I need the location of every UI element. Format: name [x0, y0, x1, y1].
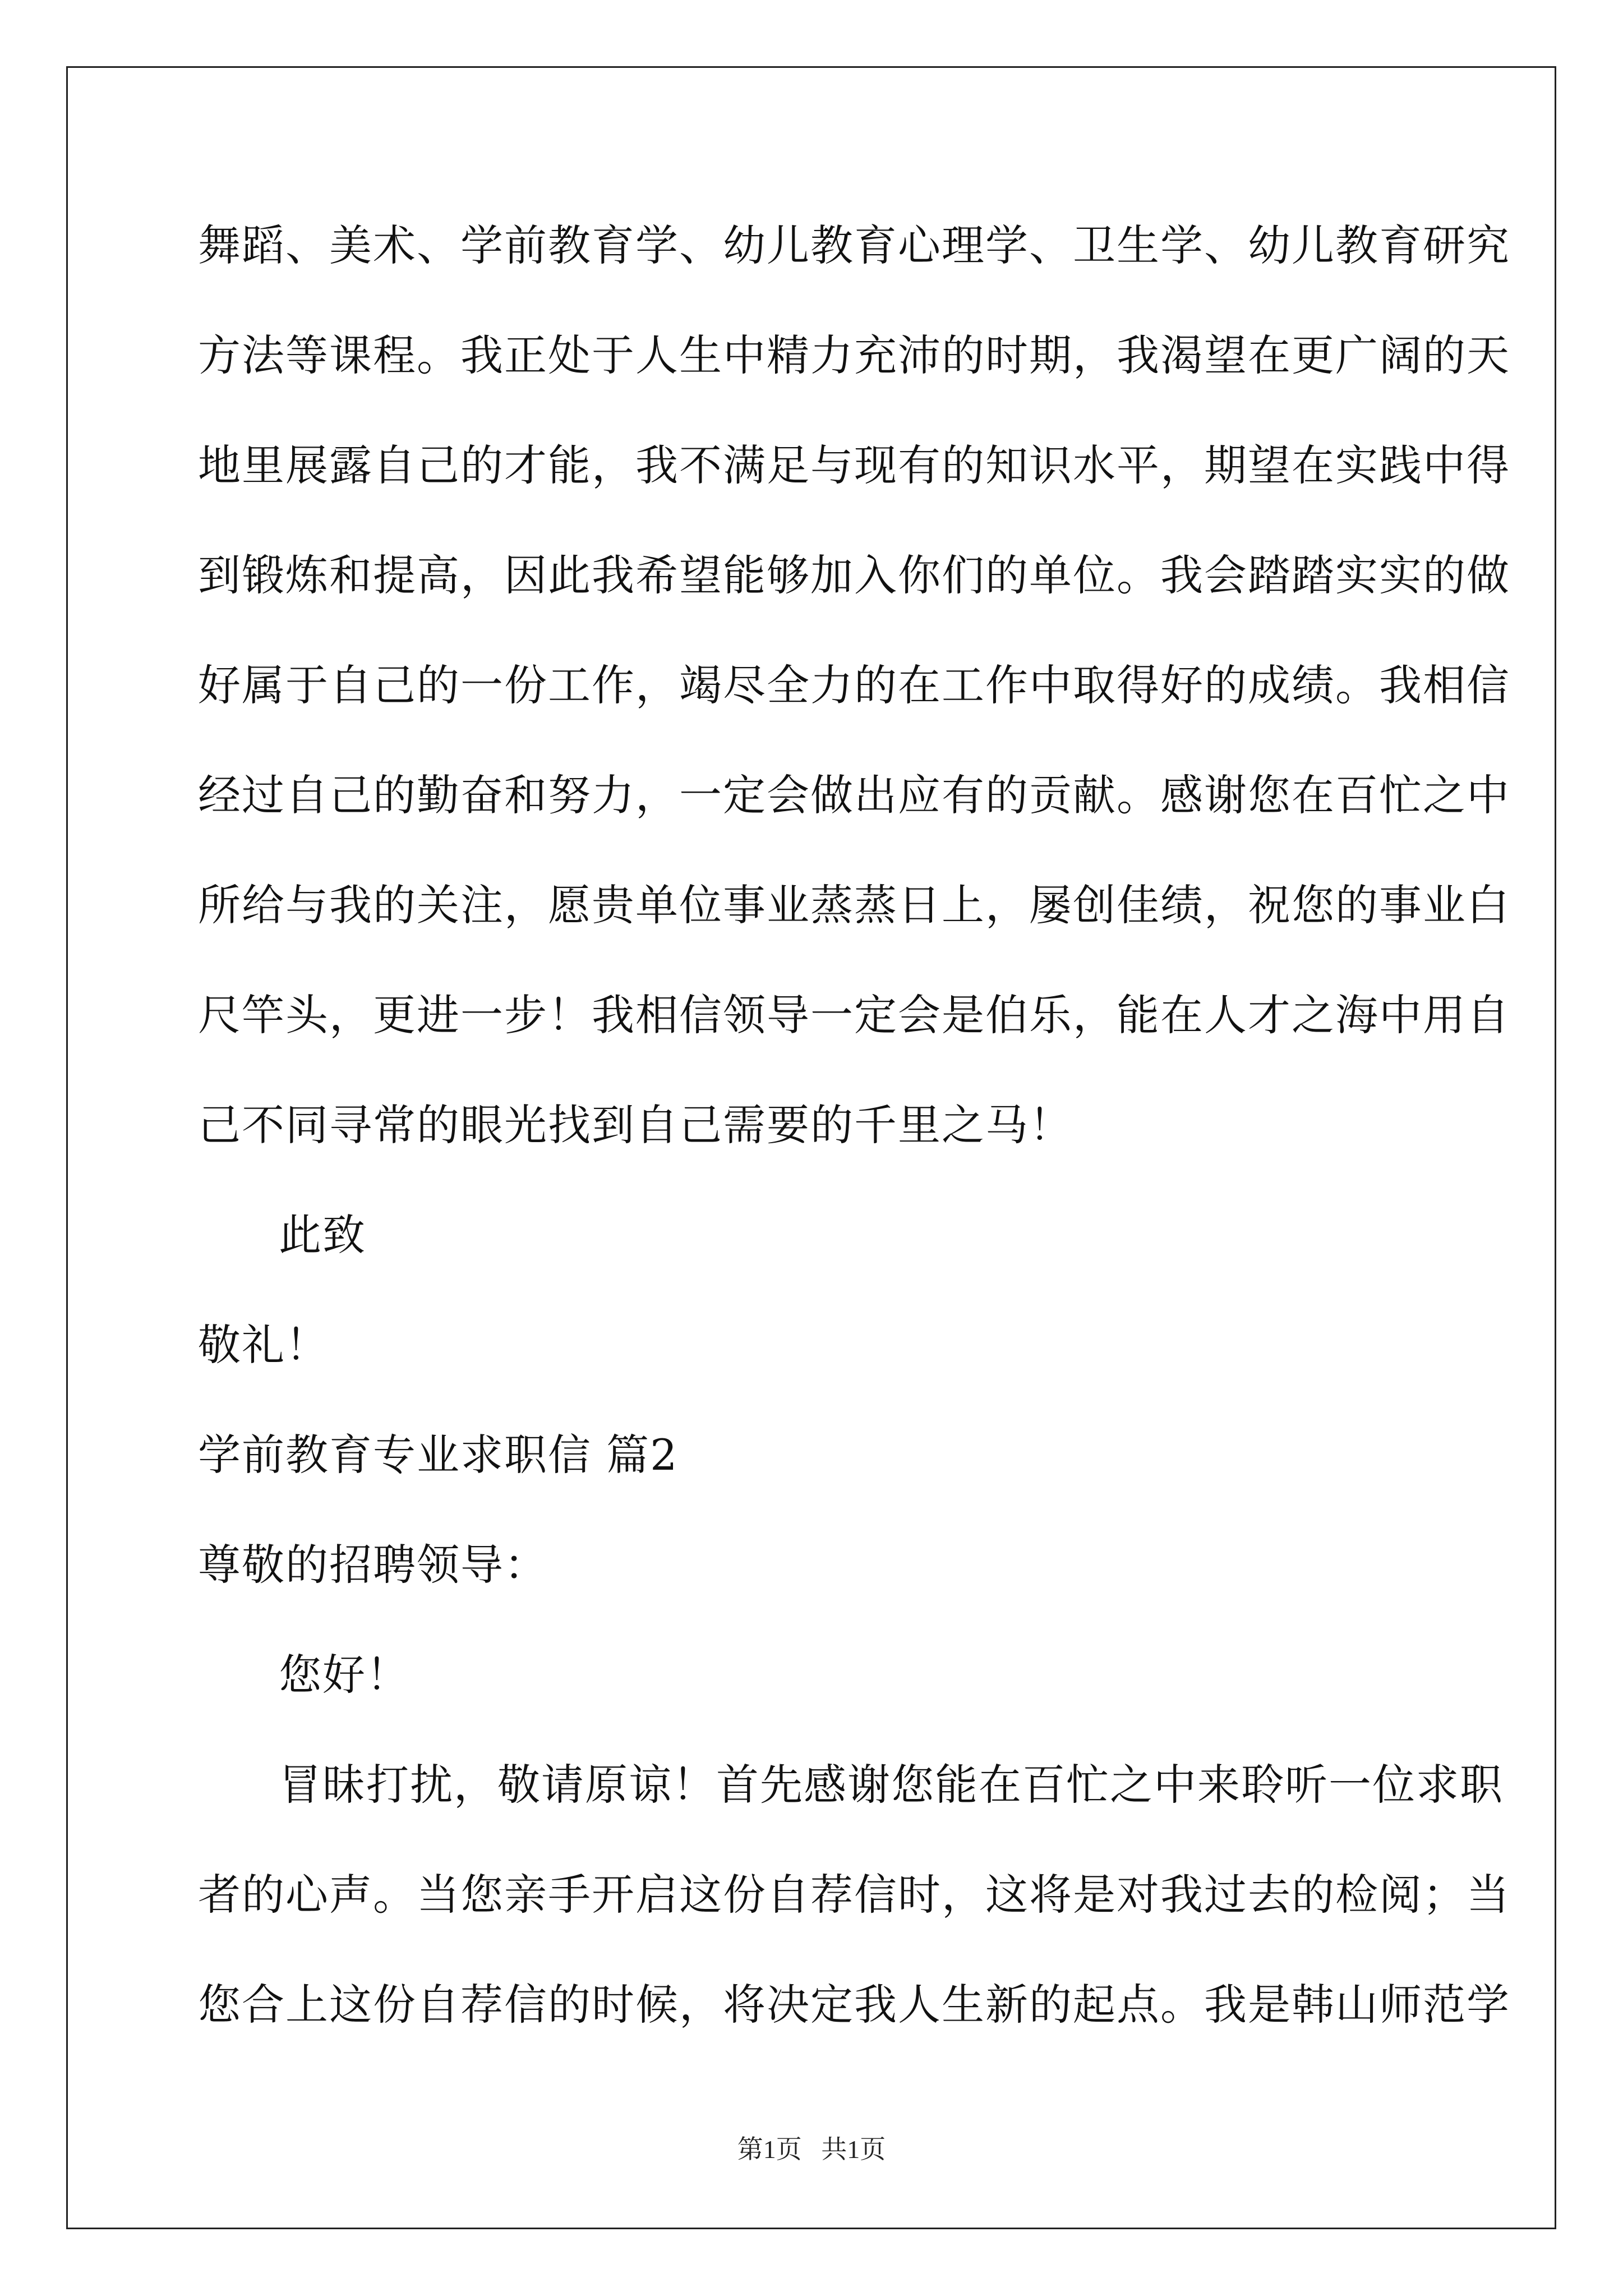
- closing-phrase: 此致: [279, 1210, 366, 1260]
- page-number-footer: 第1页 共1页: [737, 2135, 886, 2164]
- greeting: 您好！: [279, 1650, 410, 1700]
- body-text-line: 所给与我的关注，愿贵单位事业蒸蒸日上，屡创佳绩，祝您的事业白: [198, 880, 1510, 930]
- body-text-line: 好属于自己的一份工作，竭尽全力的在工作中取得好的成绩。我相信: [198, 660, 1510, 710]
- salutation: 尊敬的招聘领导：: [198, 1540, 548, 1590]
- body-text-line: 己不同寻常的眼光找到自己需要的千里之马！: [198, 1100, 1073, 1150]
- body-text-line: 地里展露自己的才能，我不满足与现有的知识水平，期望在实践中得: [198, 440, 1510, 490]
- body-text-line: 您合上这份自荐信的时候，将决定我人生新的起点。我是韩山师范学: [198, 1980, 1510, 2030]
- section-title: 学前教育专业求职信 篇2: [198, 1430, 679, 1480]
- body-text-line: 尺竿头，更进一步！我相信领导一定会是伯乐，能在人才之海中用自: [198, 990, 1510, 1040]
- body-text-line: 者的心声。当您亲手开启这份自荐信时，这将是对我过去的检阅；当: [198, 1870, 1510, 1920]
- body-text-line: 经过自己的勤奋和努力，一定会做出应有的贡献。感谢您在百忙之中: [198, 770, 1510, 820]
- body-text-line: 到锻炼和提高，因此我希望能够加入你们的单位。我会踏踏实实的做: [198, 550, 1510, 600]
- body-text-line: 冒昧打扰，敬请原谅！首先感谢您能在百忙之中来聆听一位求职: [279, 1760, 1504, 1810]
- body-text-line: 方法等课程。我正处于人生中精力充沛的时期，我渴望在更广阔的天: [198, 330, 1510, 380]
- body-text-line: 舞蹈、美术、学前教育学、幼儿教育心理学、卫生学、幼儿教育研究: [198, 220, 1510, 270]
- closing-salute: 敬礼！: [198, 1320, 329, 1370]
